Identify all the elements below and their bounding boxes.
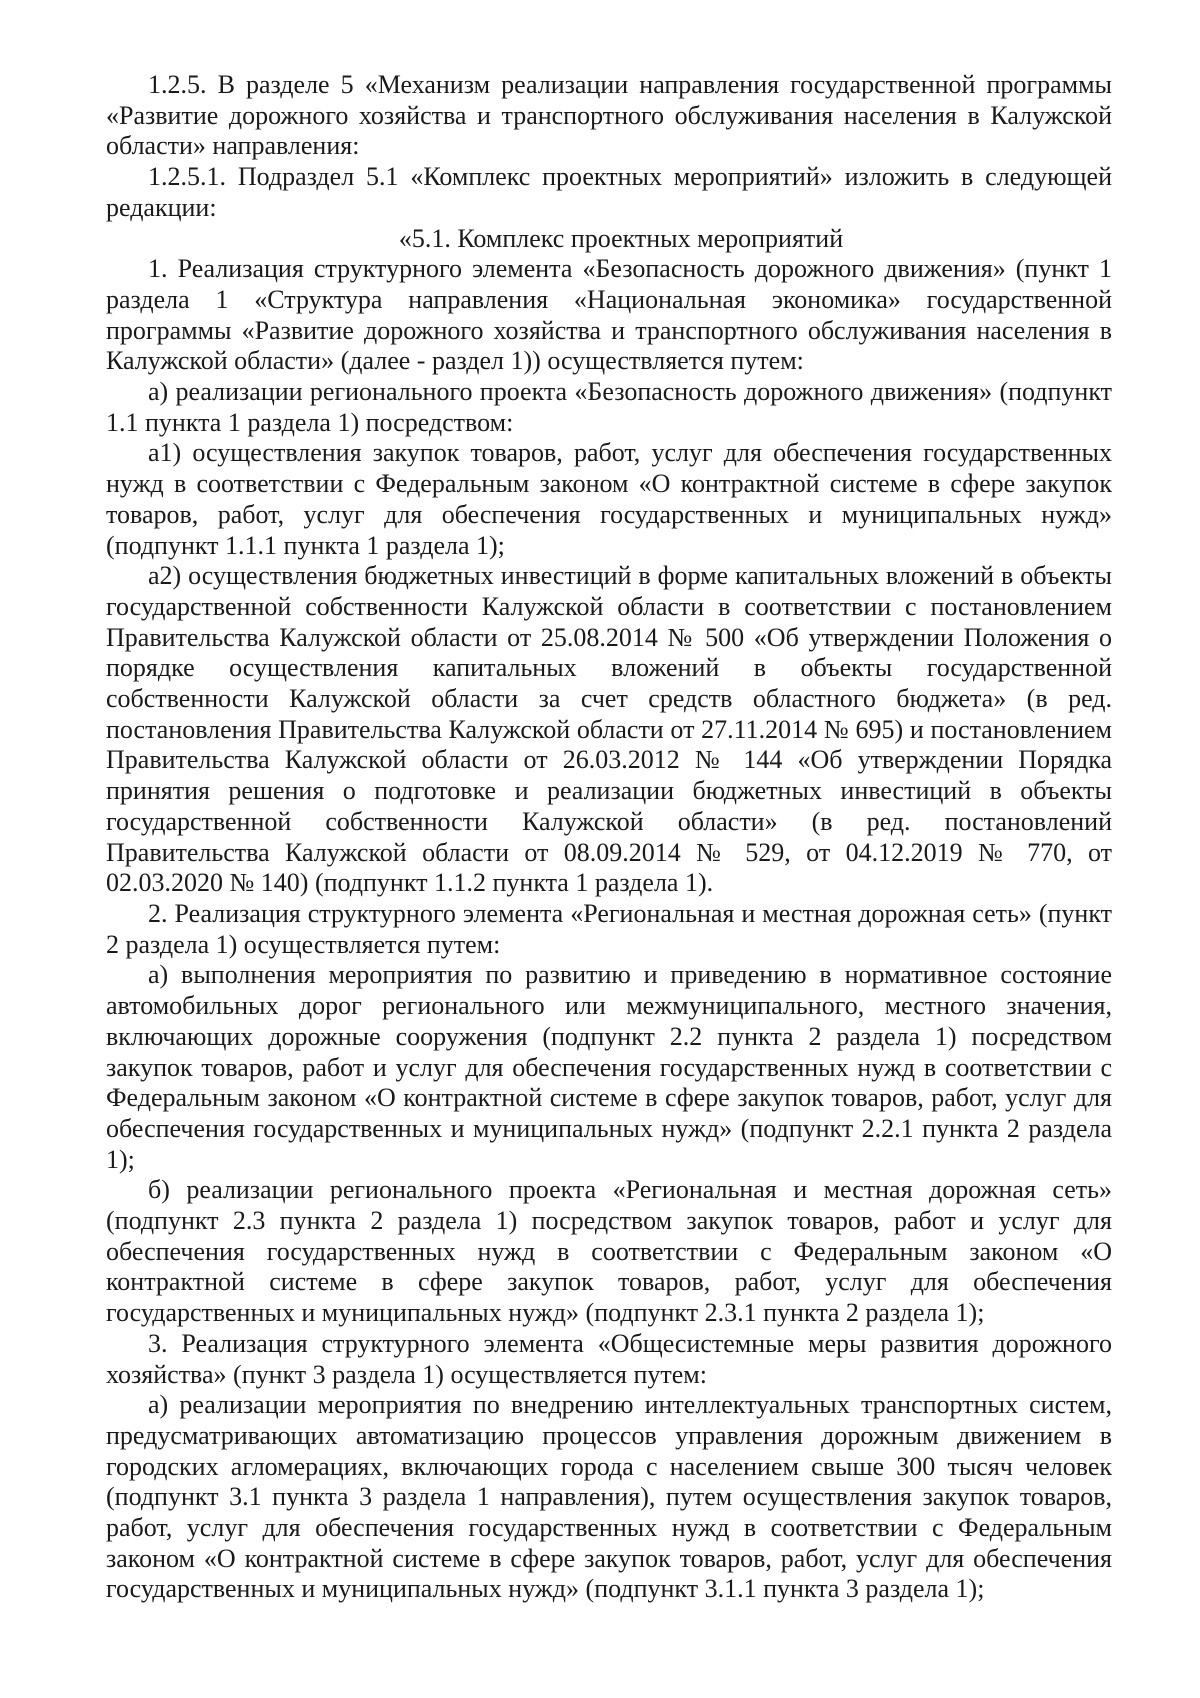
paragraph-1-2-5: 1.2.5. В разделе 5 «Механизм реализации направления государственной программы «Развитие дорожного хозяйства и транспортного обслуживания населения в Калужской области» направления:: [106, 70, 1112, 161]
paragraph-item-1-a2: а2) осуществления бюджетных инвестиций в форме капитальных вложений в объекты государственной собственности Калужской области в соответствии с постановлением Правительства Калужской области от 25.08.2014 № 500 «Об утверждении Положения о порядке осуществления капитальных вложений в объекты государственной собственности Калужской области за счет средств областного бюджета» (в ред. постановления Правительства Калужской области от 27.11.2014 № 695) и постановлением Правительства Калужской области от 26.03.2012 № 144 «Об утверждении Порядка принятия решения о подготовке и реализации бюджетных инвестиций в объекты государственной собственности Калужской области» (в ред. постановлений Правительства Калужской области от 08.09.2014 № 529, от 04.12.2019 № 770, от 02.03.2020 № 140) (подпункт 1.1.2 пункта 1 раздела 1).: [106, 561, 1112, 898]
paragraph-item-1-a: а) реализации регионального проекта «Безопасность дорожного движения» (подпункт 1.1 пункта 1 раздела 1) посредством:: [106, 377, 1112, 437]
paragraph-item-3-a: а) реализации мероприятия по внедрению интеллектуальных транспортных систем, предусматривающих автоматизацию процессов управления дорожным движением в городских агломерациях, включающих города с населением свыше 300 тысяч человек (подпункт 3.1 пункта 3 раздела 1 направления), путем осуществления закупок товаров, работ, услуг для обеспечения государственных нужд в соответствии с Федеральным законом «О контрактной системе в сфере закупок товаров, работ, услуг для обеспечения государственных и муниципальных нужд» (подпункт 3.1.1 пункта 3 раздела 1);: [106, 1390, 1112, 1604]
paragraph-item-2: 2. Реализация структурного элемента «Региональная и местная дорожная сеть» (пункт 2 раздела 1) осуществляется путем:: [106, 898, 1112, 959]
subsection-heading: «5.1. Комплекс проектных мероприятий: [398, 223, 844, 253]
paragraph-1-2-5-1: 1.2.5.1. Подраздел 5.1 «Комплекс проектных мероприятий» изложить в следующей редакции:: [106, 162, 1112, 222]
paragraph-item-2-a: а) выполнения мероприятия по развитию и приведению в нормативное состояние автомобильных дорог регионального или межмуниципального, местного значения, включающих дорожные сооружения (подпункт 2.2 пункта 2 раздела 1) посредством закупок товаров, работ и услуг для обеспечения государственных нужд в соответствии с Федеральным законом «О контрактной системе в сфере закупок товаров, работ, услуг для обеспечения государственных и муниципальных нужд» (подпункт 2.2.1 пункта 2 раздела 1);: [106, 960, 1112, 1174]
paragraph-item-3: 3. Реализация структурного элемента «Общесистемные меры развития дорожного хозяйства» (пункт 3 раздела 1) осуществляется путем:: [106, 1328, 1112, 1389]
paragraph-item-1: 1. Реализация структурного элемента «Безопасность дорожного движения» (пункт 1 раздела 1 «Структура направления «Национальная экономика» государственной программы «Развитие дорожного хозяйства и транспортного обслуживания населения в Калужской области» (далее - раздел 1)) осуществляется путем:: [106, 254, 1112, 376]
paragraph-item-2-b: б) реализации регионального проекта «Региональная и местная дорожная сеть» (подпункт 2.3 пункта 2 раздела 1) посредством закупок товаров, работ и услуг для обеспечения государственных нужд в соответствии с Федеральным законом «О контрактной системе в сфере закупок товаров, работ, услуг для обеспечения государственных и муниципальных нужд» (подпункт 2.3.1 пункта 2 раздела 1);: [106, 1175, 1112, 1328]
paragraph-item-1-a1: а1) осуществления закупок товаров, работ, услуг для обеспечения государственных нужд в соответствии с Федеральным законом «О контрактной системе в сфере закупок товаров, работ, услуг для обеспечения государственных и муниципальных нужд» (подпункт 1.1.1 пункта 1 раздела 1);: [106, 438, 1112, 560]
